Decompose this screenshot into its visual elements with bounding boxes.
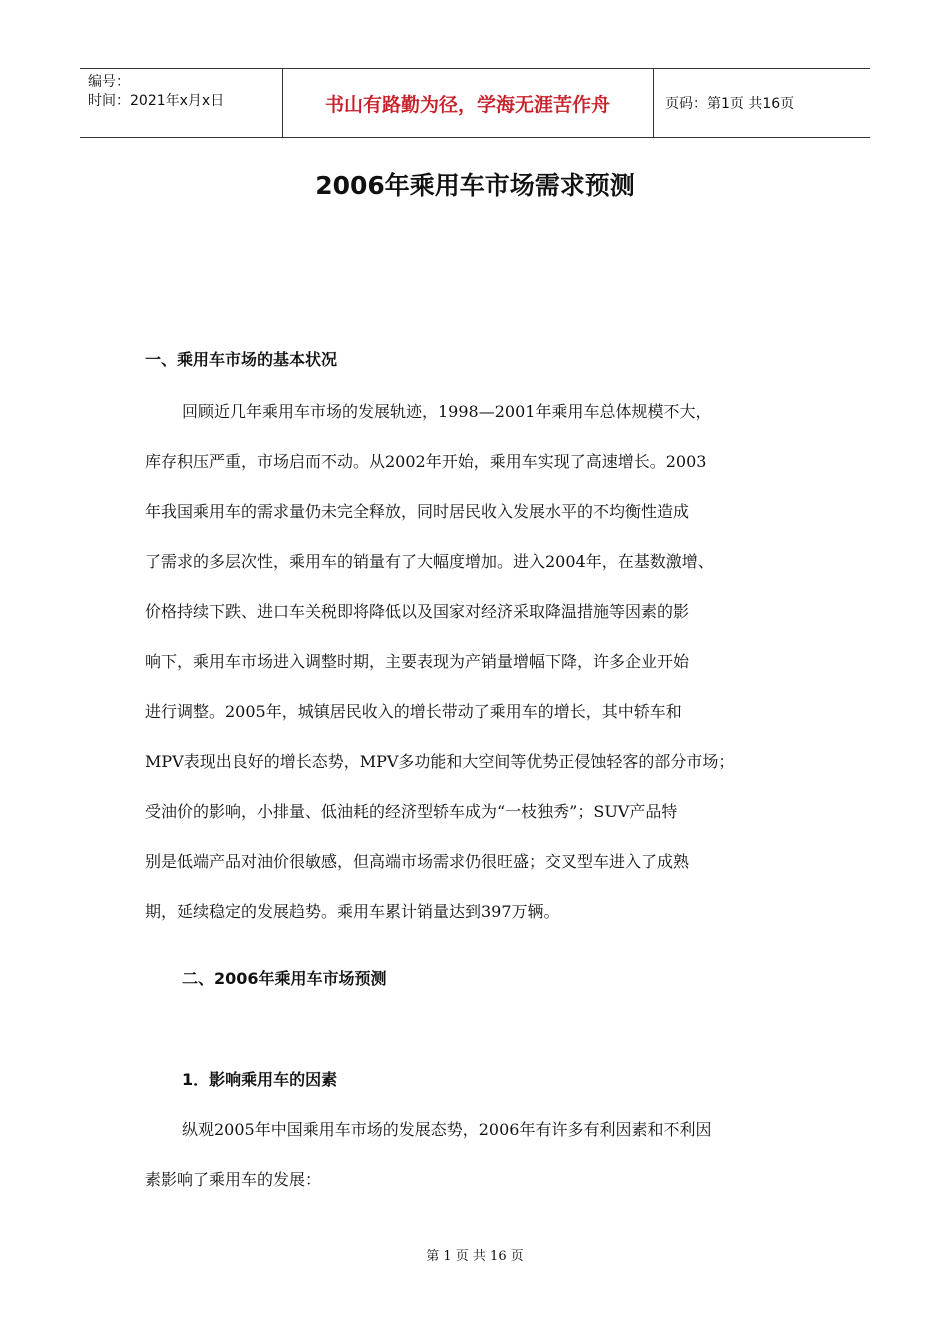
paragraph-line: 素影响了乘用车的发展： <box>145 1170 322 1189</box>
subsection-heading: 1．影响乘用车的因素 <box>182 1070 338 1089</box>
paragraph-line: 年我国乘用车的需求量仍未完全释放，同时居民收入发展水平的不均衡性造成 <box>145 502 690 521</box>
paragraph-line: 别是低端产品对油价很敏感，但高端市场需求仍很旺盛；交叉型车进入了成熟 <box>145 852 690 871</box>
section2-heading: 二、2006年乘用车市场预测 <box>182 969 387 988</box>
paragraph-line: 回顾近几年乘用车市场的发展轨迹，1998—2001年乘用车总体规模不大， <box>182 402 712 421</box>
page-title: 2006年乘用车市场需求预测 <box>315 171 635 200</box>
paragraph-line: 受油价的影响，小排量、低油耗的经济型轿车成为“一枝独秀”；SUV产品特 <box>145 802 678 821</box>
header-motto: 书山有路勤为径，学海无涯苦作舟 <box>324 93 610 116</box>
header-divider <box>653 69 654 137</box>
paragraph-line: 期，延续稳定的发展趋势。乘用车累计销量达到397万辆。 <box>145 902 560 921</box>
document-header <box>80 68 870 138</box>
page-footer: 第 1 页 共 16 页 <box>426 1249 524 1264</box>
section1-heading: 一、乘用车市场的基本状况 <box>145 350 338 369</box>
paragraph-line: MPV表现出良好的增长态势，MPV多功能和大空间等优势正侵蚀轻客的部分市场； <box>145 752 735 771</box>
paragraph-line: 纵观2005年中国乘用车市场的发展态势，2006年有许多有利因素和不利因 <box>182 1120 712 1139</box>
paragraph-line: 了需求的多层次性，乘用车的销量有了大幅度增加。进入2004年，在基数激增、 <box>145 552 714 571</box>
paragraph-line: 响下，乘用车市场进入调整时期，主要表现为产销量增幅下降，许多企业开始 <box>145 652 690 671</box>
paragraph-line: 进行调整。2005年，城镇居民收入的增长带动了乘用车的增长，其中轿车和 <box>145 702 682 721</box>
time-label: 时间：2021年x月x日 <box>88 93 225 109</box>
paragraph-line: 价格持续下跌、进口车关税即将降低以及国家对经济采取降温措施等因素的影 <box>145 602 690 621</box>
header-meta <box>88 73 224 111</box>
header-page-info: 页码：第1页 共16页 <box>665 96 795 112</box>
number-label: 编号： <box>88 74 130 90</box>
paragraph-line: 库存积压严重，市场启而不动。从2002年开始，乘用车实现了高速增长。2003 <box>145 452 707 471</box>
